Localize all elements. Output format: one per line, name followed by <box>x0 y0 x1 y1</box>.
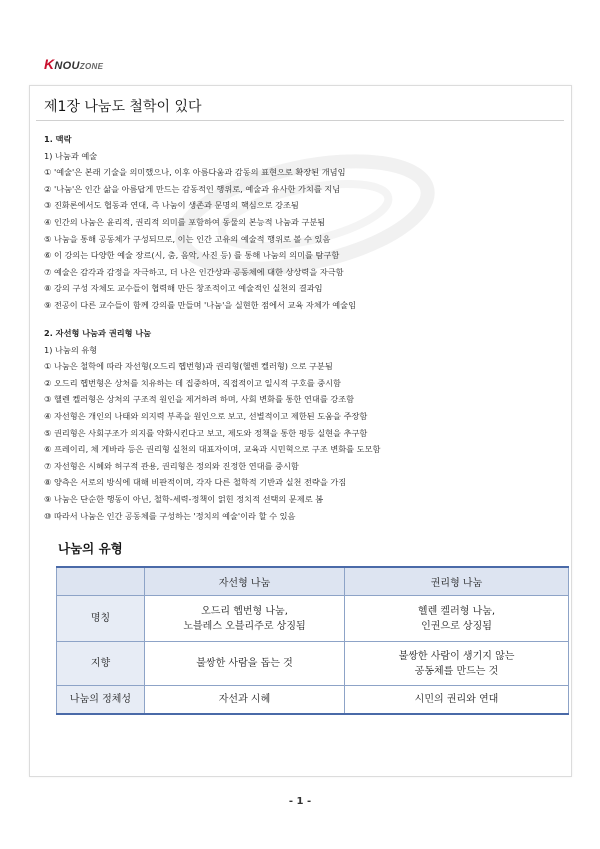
list-item: ① '예술'은 본래 기술을 의미했으나, 이후 아름다움과 감동의 표현으로 확장된 개념임 <box>44 167 346 178</box>
list-item: ③ 진화론에서도 협동과 연대, 즉 나눔이 생존과 문명의 핵심으로 강조됨 <box>44 200 299 211</box>
list-item: ① 나눔은 철학에 따라 자선형(오드리 헵번형)과 권리형(헬렌 켈러형) 으로 구분됨 <box>44 361 333 372</box>
list-item: ④ 자선형은 개인의 나태와 의지력 부족을 원인으로 보고, 선별적이고 제한된 도움을 주장함 <box>44 410 368 421</box>
table-cell: 자선과 시혜 <box>145 686 345 714</box>
list-item: ⑥ 프레이리, 체 게바라 등은 권리형 실천의 대표자이며, 교육과 시민혁으로 구조 변화를 도모함 <box>44 444 381 455</box>
table-cell: 시민의 권리와 연대 <box>345 686 569 714</box>
list-item: ⑨ 나눔은 단순한 행동이 아닌, 철학-세력-정책이 얽힌 정치적 선택의 문제로 봄 <box>44 493 324 504</box>
row-label: 지향 <box>57 642 145 686</box>
page-title: 제1장 나눔도 철학이 있다 <box>44 99 202 115</box>
table-header-empty <box>57 567 145 596</box>
table-row <box>57 686 569 714</box>
list-item: ⑩ 따라서 나눔은 인간 공동체를 구성하는 '정치의 예술'이라 할 수 있음 <box>44 510 296 521</box>
list-item: ② 오드리 헵번형은 상처를 치유하는 데 집중하며, 직접적이고 일시적 구호를 중시함 <box>44 377 341 388</box>
list-item: ④ 인간의 나눔은 윤리적, 권리적 의미를 포함하여 동물의 본능적 나눔과 구분됨 <box>44 216 326 227</box>
list-item: ⑨ 전공이 다른 교수들이 함께 강의를 만들며 '나눔'을 실현한 점에서 교육 자체가 예술임 <box>44 299 356 310</box>
table-header-charity: 자선형 나눔 <box>145 567 345 596</box>
section-2 <box>44 325 380 524</box>
section-1-heading: 1. 맥락 <box>44 134 72 144</box>
title-divider <box>36 120 564 121</box>
table-cell: 불쌍한 사람이 생기지 않는 공동체를 만드는 것 <box>345 642 569 686</box>
table-header-rights: 권리형 나눔 <box>345 567 569 596</box>
section-1 <box>44 131 356 314</box>
row-label: 명칭 <box>57 596 145 642</box>
list-item: ⑦ 자선형은 시혜와 허구적 관용, 권리형은 정의와 진정한 연대를 중시함 <box>44 460 299 471</box>
list-item: ⑦ 예술은 감각과 감정을 자극하고, 더 나은 인간상과 공동체에 대한 상상력을 자극함 <box>44 266 344 277</box>
list-item: ⑧ 강의 구성 자체도 교수들이 협력해 만든 창조적이고 예술적인 실천의 결과임 <box>44 283 323 294</box>
section-2-heading: 2. 자선형 나눔과 권리형 나눔 <box>44 328 152 338</box>
list-item: ⑤ 권리형은 사회구조가 의지를 약화시킨다고 보고, 제도와 정책을 통한 평등 실현을 추구함 <box>44 427 368 438</box>
table-header-row <box>57 567 569 596</box>
section-2-subheading: 1) 나눔의 유형 <box>44 344 98 355</box>
table-cell: 불쌍한 사람을 돕는 것 <box>145 642 345 686</box>
table-row <box>57 596 569 642</box>
list-item: ③ 헬렌 켈러형은 상처의 구조적 원인을 제거하려 하며, 사회 변화를 통한 연대를 강조함 <box>44 394 355 405</box>
list-item: ⑧ 양측은 서로의 방식에 대해 비판적이며, 각자 다른 철학적 기반과 실천 전략을 가짐 <box>44 477 347 488</box>
list-item: ⑤ 나눔을 통해 공동체가 구성되므로, 이는 인간 고유의 예술적 행위로 볼 수 있음 <box>44 233 331 244</box>
page-number: - 1 - <box>288 796 312 807</box>
table-cell: 오드리 헵번형 나눔, 노블레스 오블리주로 상징됨 <box>145 596 345 642</box>
table-row <box>57 642 569 686</box>
list-item: ② '나눔'은 인간 삶을 아름답게 만드는 감동적인 행위로, 예술과 유사한 가치를 지님 <box>44 183 341 194</box>
table-cell: 헬렌 켈러형 나눔, 인권으로 상징됨 <box>345 596 569 642</box>
section-1-subheading: 1) 나눔과 예술 <box>44 150 98 161</box>
knouzone-logo: KNOUZONE <box>44 56 104 72</box>
table-title: 나눔의 유형 <box>58 541 123 556</box>
list-item: ⑥ 이 강의는 다양한 예술 장르(시, 춤, 음악, 사진 등) 를 통해 나눔의 의미를 탐구함 <box>44 250 340 261</box>
row-label: 나눔의 정체성 <box>57 686 145 714</box>
sharing-types-table <box>56 566 569 715</box>
